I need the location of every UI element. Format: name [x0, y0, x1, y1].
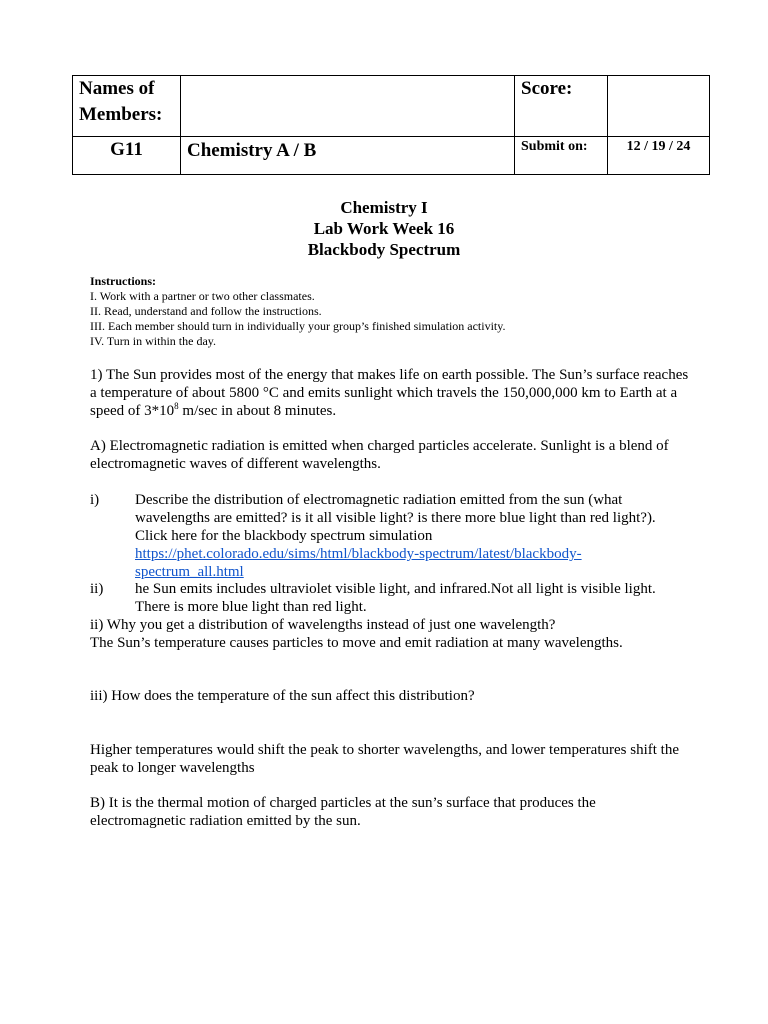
title-course: Chemistry I [340, 198, 428, 217]
instructions-heading: Instructions: [90, 274, 157, 288]
list-number: ii) [90, 581, 104, 597]
list-number: i) [90, 492, 100, 508]
exponent: 8 [174, 401, 179, 411]
question-1-text-end: m/sec in about 8 minutes. [178, 403, 337, 419]
part-a-text: A) Electromagnetic radiation is emitted when charged particles accelerate. Sunlight is a blend of electromagnetic waves of different wavelengths. [90, 438, 669, 472]
submit-date: 12 / 19 / 24 [608, 137, 710, 175]
question-ii: ii) Why you get a distribution of wavelengths instead of just one wavelength? [90, 617, 556, 633]
item-ii-text: he Sun emits includes ultraviolet visible light, and infrared.Not all light is visible light. There is more blue light than red light. [135, 581, 656, 615]
question-1-text: 1) The Sun provides most of the energy that makes life on earth possible. The Sun’s surface reaches a temperature of about 5800 °C and emits sunlight which travels the 150,000,000 km to Earth at a speed of 3*10 [90, 367, 689, 419]
question-iii: iii) How does the temperature of the sun affect this distribution? [90, 688, 475, 704]
submit-label: Submit on: [515, 137, 608, 175]
subject-name: Chemistry A / B [181, 137, 515, 175]
answer-ii: The Sun’s temperature causes particles to move and emit radiation at many wavelengths. [90, 635, 623, 651]
instruction-item: I. Work with a partner or two other classmates. [90, 289, 315, 303]
title-topic: Blackbody Spectrum [307, 240, 461, 259]
list-item-ii [90, 580, 690, 616]
instruction-item: III. Each member should turn in individually your group’s finished simulation activity. [90, 319, 506, 333]
item-i-text: Describe the distribution of electromagnetic radiation emitted from the sun (what wavelengths are emitted? is it all visible light? is there more blue light than red light?). Click here for the blackbody spectrum simulation [135, 492, 656, 544]
names-label: Names of Members: [73, 76, 181, 137]
instruction-item: II. Read, understand and follow the instructions. [90, 304, 322, 318]
simulation-link[interactable]: https://phet.colorado.edu/sims/html/blackbody-spectrum/latest/blackbody-spectrum_all.html [135, 546, 582, 580]
list-item-i [90, 491, 690, 581]
document-title [0, 197, 768, 260]
score-field[interactable] [608, 76, 710, 137]
names-field[interactable] [181, 76, 515, 137]
instructions-block [90, 274, 690, 349]
question-1 [90, 366, 690, 420]
score-label: Score: [515, 76, 608, 137]
instruction-item: IV. Turn in within the day. [90, 334, 217, 348]
part-b-text: B) It is the thermal motion of charged particles at the sun’s surface that produces the electromagnetic radiation emitted by the sun. [90, 795, 596, 829]
answer-iii: Higher temperatures would shift the peak to shorter wavelengths, and lower temperatures shift the peak to longer wavelengths [90, 742, 679, 776]
header-table [72, 75, 710, 175]
grade-level: G11 [73, 137, 181, 175]
title-week: Lab Work Week 16 [313, 219, 455, 238]
